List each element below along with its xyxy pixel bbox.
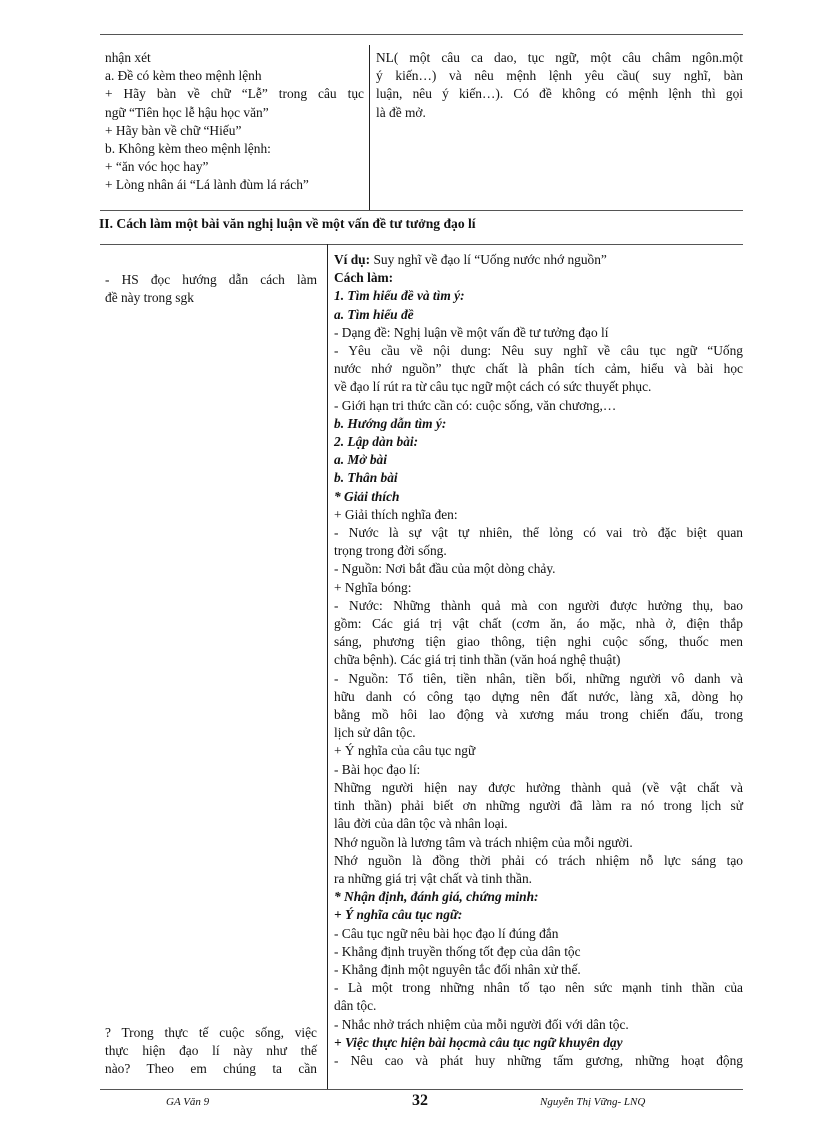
- text-line: [334, 651, 743, 669]
- line-text: - Nhắc nhở trách nhiệm của mỗi người đối với dân tộc.: [334, 1016, 629, 1032]
- text-line: [334, 943, 743, 961]
- text-line: + “ăn vóc học hay”: [105, 159, 209, 175]
- text-line: [334, 852, 743, 870]
- section2-right-column: [334, 251, 743, 1070]
- text-line: [334, 433, 743, 451]
- text-line: [334, 506, 743, 524]
- section1-right-column: [376, 49, 743, 122]
- text-line: [334, 469, 743, 487]
- line-text: - Nêu cao và phát huy những tấm gương, những hoạt động: [334, 1052, 743, 1068]
- line-text: Cách làm:: [334, 270, 394, 286]
- text-line: [334, 415, 743, 433]
- line-text: + Nghĩa bóng:: [334, 579, 412, 595]
- text-line: NL( một câu ca dao, tục ngữ, một câu châm ngôn.một: [376, 50, 743, 65]
- text-line: [334, 269, 743, 287]
- text-line: [334, 306, 743, 324]
- line-text: hữu danh có công tạo dựng nên đất nước, làng xã, dòng họ: [334, 688, 743, 704]
- text-line: + Hãy bàn về chữ “Lễ” trong câu tục: [105, 86, 364, 102]
- text-line: [334, 779, 743, 797]
- text-line: [334, 560, 743, 578]
- text-line: [334, 579, 743, 597]
- text-line: [334, 870, 743, 888]
- text-line: [334, 961, 743, 979]
- text-line: [334, 615, 743, 633]
- line-text: * Nhận định, đánh giá, chứng minh:: [334, 889, 539, 905]
- text-line: [334, 815, 743, 833]
- text-line: [334, 688, 743, 706]
- text-line: a. Đề có kèm theo mệnh lệnh: [105, 68, 262, 84]
- text-line: [334, 670, 743, 688]
- line-text: - Giới hạn tri thức cần có: cuộc sống, văn chương,…: [334, 397, 617, 413]
- line-text: chữa bệnh). Các giá trị tinh thần (văn hoá nghệ thuật): [334, 652, 621, 668]
- text-line: [334, 834, 743, 852]
- text-line: - HS đọc hướng dẫn cách làm: [105, 272, 317, 287]
- text-line: [334, 906, 743, 924]
- line-text: - Yêu cầu về nội dung: Nêu suy nghĩ về câu tục ngữ “Uống: [334, 343, 743, 359]
- line-text: - Nguồn: Nơi bắt đầu của một dòng chảy.: [334, 561, 556, 577]
- text-line: [334, 761, 743, 779]
- line-text: - Bài học đạo lí:: [334, 761, 421, 777]
- line-text: lâu đời của dân tộc và nhân loại.: [334, 816, 508, 832]
- line-text: b. Thân bài: [334, 470, 398, 486]
- line-text: - Câu tục ngữ nêu bài học đạo lí đúng đắn: [334, 925, 559, 941]
- text-line: [334, 397, 743, 415]
- line-text: ra những giá trị vật chất và tinh thần.: [334, 870, 533, 886]
- line-text: sáng, phương tiện giao thông, tiện nghi cuộc sống, thuốc men: [334, 634, 743, 650]
- line-text: gồm: Các giá trị vật chất (cơm ăn, áo mặc, nhà ở, điện thắp: [334, 616, 743, 632]
- text-line: đề này trong sgk: [105, 290, 194, 306]
- text-line: [334, 378, 743, 396]
- text-line: nào? Theo em chúng ta cần: [105, 1061, 317, 1077]
- text-line: [334, 1052, 743, 1070]
- line-text: - Nước: Những thành quả mà con người được hưởng thụ, bao: [334, 597, 743, 613]
- section1-column-divider: [369, 45, 370, 210]
- text-line: [334, 979, 743, 997]
- text-line: nhận xét: [105, 50, 151, 65]
- section1-bottom-rule: [100, 210, 743, 211]
- section2-left-top: [105, 271, 317, 307]
- section2-top-rule: [100, 244, 743, 245]
- footer-rule: [100, 1089, 743, 1090]
- line-text: - Nước là sự vật tự nhiên, thể lỏng có vai trò đặc biệt quan: [334, 525, 743, 541]
- line-text: b. Hướng dẫn tìm ý:: [334, 415, 447, 431]
- line-text: + Ý nghĩa câu tục ngữ:: [334, 907, 463, 923]
- text-line: [334, 706, 743, 724]
- line-text: tinh thần) phải biết ơn những người đã làm ra nó trong lịch sử: [334, 798, 743, 814]
- text-line: [334, 524, 743, 542]
- line-text: - Khẳng định một nguyên tắc đối nhân xử thế.: [334, 961, 581, 977]
- line-text: a. Tìm hiểu đề: [334, 306, 414, 322]
- text-line: [334, 997, 743, 1015]
- line-text: + Giải thích nghĩa đen:: [334, 506, 458, 522]
- text-line: [334, 287, 743, 305]
- line-text: Nhớ nguồn là đồng thời phải có trách nhiệm nỗ lực sáng tạo: [334, 852, 743, 868]
- text-line: [334, 742, 743, 760]
- text-line: [334, 251, 743, 269]
- line-text: - Nguồn: Tổ tiên, tiền nhân, tiền bối, những người vô danh và: [334, 670, 743, 686]
- text-line: [334, 488, 743, 506]
- section1-left-column: [105, 49, 364, 195]
- section2-column-divider: [327, 244, 328, 1089]
- text-line: ý kiến…) và nêu mệnh lệnh yêu cầu( suy nghĩ, bàn: [376, 68, 743, 84]
- line-text: dân tộc.: [334, 998, 377, 1014]
- text-line: + Lòng nhân ái “Lá lành đùm lá rách”: [105, 177, 309, 193]
- line-text: lịch sử dân tộc.: [334, 725, 416, 741]
- line-text: Ví dụ:: [334, 252, 374, 267]
- line-text: 2. Lập dàn bài:: [334, 434, 419, 450]
- text-line: [334, 597, 743, 615]
- text-line: [334, 1016, 743, 1034]
- line-text: bằng mồ hôi lao động và xương máu trong chiến đấu, trong: [334, 707, 743, 723]
- line-text: 1. Tìm hiểu đề và tìm ý:: [334, 288, 465, 304]
- line-text: a. Mở bài: [334, 452, 387, 468]
- text-line: là đề mở.: [376, 104, 426, 120]
- text-line: [334, 633, 743, 651]
- line-text: nước nhớ nguồn” thực chất là phân tích cảm, hiểu và bài học: [334, 361, 743, 377]
- line-text: Những người hiện nay được hưởng thành quả (về vật chất và: [334, 779, 743, 795]
- text-line: ? Trong thực tế cuộc sống, việc: [105, 1025, 317, 1040]
- text-line: [334, 542, 743, 560]
- text-line: [334, 724, 743, 742]
- line-text: * Giải thích: [334, 488, 400, 504]
- section-heading: II. Cách làm một bài văn nghị luận về một vấn đề tư tưởng đạo lí: [99, 216, 476, 231]
- text-line: [334, 1034, 743, 1052]
- text-line: ngữ “Tiên học lễ hậu học văn”: [105, 104, 269, 120]
- text-line: luận, nêu ý kiến…). Có đề không có mệnh lệnh thì gọi: [376, 86, 743, 102]
- text-line: [334, 797, 743, 815]
- footer-course-label: GA Văn 9: [166, 1096, 210, 1108]
- line-text: Nhớ nguồn là lương tâm và trách nhiệm của mỗi người.: [334, 834, 633, 850]
- line-text: trọng trong đời sống.: [334, 543, 447, 559]
- top-rule: [100, 34, 743, 35]
- line-text: - Khẳng định truyền thống tốt đẹp của dân tộc: [334, 943, 581, 959]
- text-line: [334, 925, 743, 943]
- line-text: + Ý nghĩa của câu tục ngữ: [334, 743, 476, 759]
- line-text: + Việc thực hiện bài họcmà câu tục ngữ khuyên dạy: [334, 1034, 623, 1050]
- text-line: [334, 360, 743, 378]
- text-line: [334, 324, 743, 342]
- text-line: [334, 451, 743, 469]
- line-text: - Là một trong những nhân tố tạo nên sức mạnh tinh thần của: [334, 980, 743, 996]
- text-line: b. Không kèm theo mệnh lệnh:: [105, 141, 271, 157]
- line-text: - Dạng đề: Nghị luận về một vấn đề tư tưởng đạo lí: [334, 324, 609, 340]
- text-line: [334, 888, 743, 906]
- footer-author: Nguyễn Thị Vững- LNQ: [540, 1096, 646, 1108]
- line-text: về đạo lí rút ra từ câu tục ngữ một cách có sức thuyết phục.: [334, 379, 652, 395]
- section2-left-bottom: [105, 1024, 317, 1079]
- line-text-normal: Suy nghĩ về đạo lí “Uống nước nhớ nguồn”: [373, 252, 607, 267]
- text-line: thực hiện đạo lí này như thế: [105, 1043, 317, 1059]
- footer-page-number: 32: [412, 1092, 428, 1109]
- text-line: [334, 342, 743, 360]
- text-line: + Hãy bàn về chữ “Hiếu”: [105, 122, 242, 138]
